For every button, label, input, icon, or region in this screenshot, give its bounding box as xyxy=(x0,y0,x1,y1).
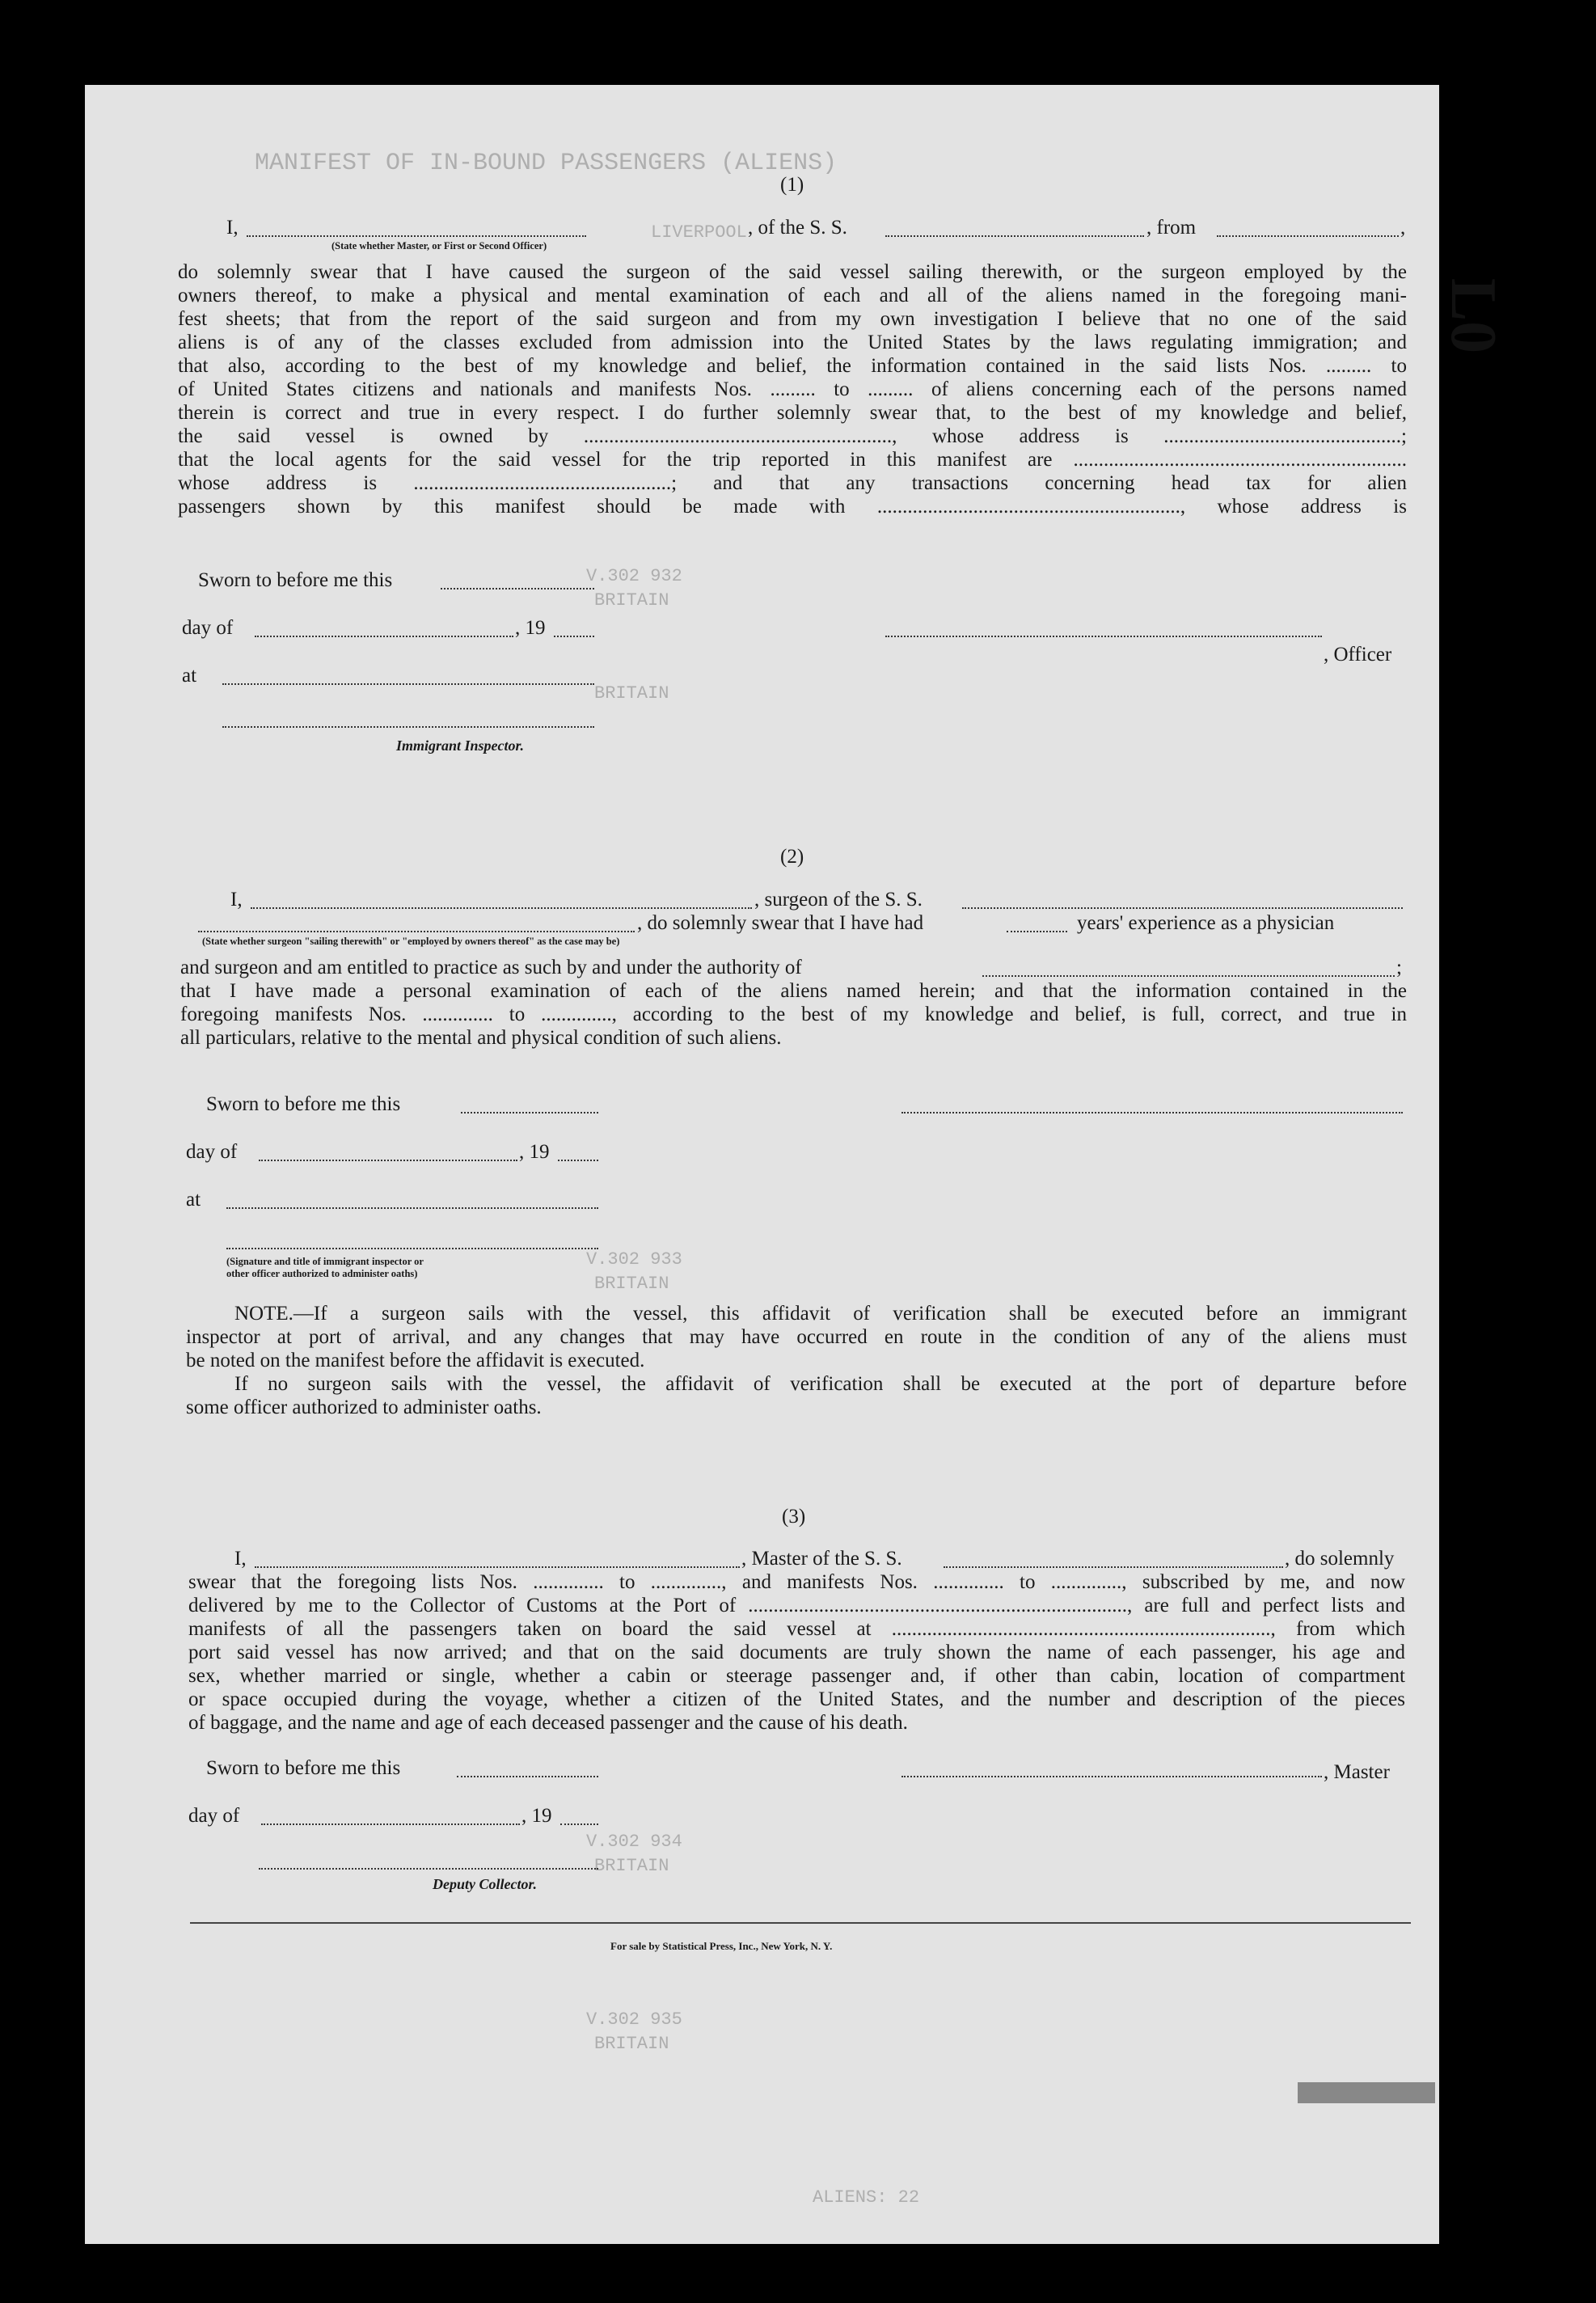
punch-hole xyxy=(1461,2098,1500,2137)
s3-para-line: swear that the foregoing lists Nos. .............. to .............., and manifests Nos. .............. to .............., subscribed by me, and now xyxy=(188,1571,1405,1593)
punch-hole xyxy=(1451,1690,1490,1729)
s3-master-label: , Master xyxy=(1324,1761,1390,1783)
s3-para-line: delivered by me to the Collector of Customs at the Port of ..........................................................................., are full and perfect lists and xyxy=(188,1595,1405,1616)
s2-day-field[interactable] xyxy=(259,1160,517,1161)
bleed-through-text: BRITAIN xyxy=(594,590,669,611)
s3-sworn-field[interactable] xyxy=(457,1776,598,1777)
s2-physician-sig-field[interactable] xyxy=(901,1112,1403,1113)
s2-note-line: some officer authorized to administer oaths. xyxy=(186,1397,542,1418)
s3-ship-field[interactable] xyxy=(944,1566,1283,1568)
s2-sworn-field[interactable] xyxy=(461,1112,598,1113)
s3-day-field[interactable] xyxy=(261,1823,520,1825)
s3-para-line: sex, whether married or single, whether a cabin or steerage passenger and, if other than cabin, location of compartment xyxy=(188,1665,1405,1687)
s1-officer-sig-field[interactable] xyxy=(885,636,1322,637)
bleed-through-text: BRITAIN xyxy=(594,1274,669,1294)
s3-year-label: , 19 xyxy=(521,1805,552,1827)
s2-ship-field[interactable] xyxy=(962,907,1403,909)
s1-inspector-label: Immigrant Inspector. xyxy=(396,737,525,754)
s1-officer-label: , Officer xyxy=(1324,644,1392,666)
bleed-through-text: BRITAIN xyxy=(594,2034,669,2054)
s1-para-line: that also, according to the best of my knowledge and belief, the information contained in the said lists Nos. ......... to xyxy=(178,355,1407,377)
footer-rule xyxy=(190,1922,1411,1924)
s1-line1-from: , from xyxy=(1146,217,1197,239)
s1-day-field[interactable] xyxy=(255,636,513,637)
bleed-through-text: LIVERPOOL xyxy=(651,222,747,243)
s1-para-line: passengers shown by this manifest should be made with ............................................................, whose address is xyxy=(178,496,1407,518)
s3-collector-sig-field[interactable] xyxy=(259,1868,598,1870)
s1-para-line: of United States citizens and nationals and manifests Nos. ......... to ......... of aliens concerning each of the persons named xyxy=(178,378,1407,400)
punch-hole xyxy=(1455,1947,1494,1986)
s1-from-field[interactable] xyxy=(1217,235,1399,237)
s1-para-line: the said vessel is owned by ............................................................., whose address is ...............................................; xyxy=(178,425,1407,447)
s2-para-end: ; xyxy=(1396,957,1402,978)
s2-status-caption: (State whether surgeon "sailing therewith" or "employed by owners thereof" as the case may be) xyxy=(202,936,620,947)
s2-para-line: foregoing manifests Nos. .............. to .............., according to the best of my knowledge and belief, is full, correct, and true in xyxy=(180,1004,1407,1025)
s2-para-line: that I have made a personal examination of each of the aliens named herein; and that the information contained in the xyxy=(180,980,1407,1002)
s1-day-label: day of xyxy=(182,617,234,639)
redaction-stamp xyxy=(1298,2082,1435,2103)
s1-para-line: that the local agents for the said vessel for the trip reported in this manifest are .................................................................. xyxy=(178,449,1407,471)
s1-para-line: aliens is of any of the classes excluded from admission into the United States by the laws regulating immigration; and xyxy=(178,332,1407,353)
s2-status-field[interactable] xyxy=(198,931,635,932)
s3-day-label: day of xyxy=(188,1805,240,1827)
s3-para-line: or space occupied during the voyage, whether a citizen of the United States, and the number and description of the pieces xyxy=(188,1688,1405,1710)
s2-note-line: inspector at port of arrival, and any changes that may have occurred en route in the condition of any of the aliens must xyxy=(186,1326,1407,1348)
s2-year-field[interactable] xyxy=(558,1160,598,1161)
s1-at-label: at xyxy=(182,665,197,687)
s2-line1-lead: I, xyxy=(230,889,243,911)
s3-name-field[interactable] xyxy=(255,1566,740,1568)
bleed-through-heading: MANIFEST OF IN-BOUND PASSENGERS (ALIENS) xyxy=(255,150,838,177)
s1-sworn-label: Sworn to before me this xyxy=(198,569,393,591)
s3-line1-lead: I, xyxy=(234,1548,247,1570)
section-3-number: (3) xyxy=(782,1506,806,1528)
s1-line1-lead: I, xyxy=(226,217,239,239)
s2-sig-caption: other officer authorized to administer oaths) xyxy=(226,1268,418,1279)
s1-at-field[interactable] xyxy=(222,683,594,685)
s2-authority-field[interactable] xyxy=(982,975,1395,977)
s1-para-line: whose address is ...................................................; and that any transactions concerning head tax for alien xyxy=(178,472,1407,494)
s2-line1-surgeon: , surgeon of the S. S. xyxy=(754,889,923,911)
s1-line1-end: , xyxy=(1400,217,1406,239)
footer-imprint: For sale by Statistical Press, Inc., New York, N. Y. xyxy=(610,1940,833,1952)
s1-line1-ofss: , of the S. S. xyxy=(748,217,847,239)
s1-officer-field[interactable] xyxy=(247,235,586,237)
bleed-through-text: V.302 932 xyxy=(586,566,682,586)
bleed-through-text: V.302 934 xyxy=(586,1832,682,1852)
s2-line2-swear: , do solemnly swear that I have had xyxy=(637,912,924,934)
s3-year-field[interactable] xyxy=(560,1823,598,1825)
s2-at-field[interactable] xyxy=(226,1207,598,1209)
s1-para-line: fest sheets; that from the report of the said surgeon and from my own investigation I believe that no one of the said xyxy=(178,308,1407,330)
bleed-through-text: V.302 935 xyxy=(586,2009,682,2030)
s2-note-line: If no surgeon sails with the vessel, the affidavit of verification shall be executed at the port of departure before xyxy=(234,1373,1407,1395)
bleed-through-text: BRITAIN xyxy=(594,683,669,704)
s2-at-label: at xyxy=(186,1189,201,1211)
s1-para-line: therein is correct and true in every respect. I do further solemnly swear that, to the best of my knowledge and belief, xyxy=(178,402,1407,424)
section-2-number: (2) xyxy=(780,846,804,868)
s2-para-line: all particulars, relative to the mental and physical condition of such aliens. xyxy=(180,1027,782,1049)
s1-year-label: , 19 xyxy=(515,617,546,639)
s1-sworn-field[interactable] xyxy=(441,588,594,589)
bleed-through-text: BRITAIN xyxy=(594,1856,669,1876)
s2-note-line: NOTE.—If a surgeon sails with the vessel, this affidavit of verification shall be executed before an immigrant xyxy=(234,1303,1407,1325)
punch-hole xyxy=(1453,633,1492,672)
section-1-number: (1) xyxy=(780,174,804,196)
s3-sworn-label: Sworn to before me this xyxy=(206,1757,401,1779)
s3-line1-master: , Master of the S. S. xyxy=(741,1548,902,1570)
s2-sworn-label: Sworn to before me this xyxy=(206,1093,401,1115)
punch-hole xyxy=(1450,1468,1488,1506)
s2-sig-caption: (Signature and title of immigrant inspector or xyxy=(226,1256,424,1267)
s1-year-field[interactable] xyxy=(554,636,594,637)
s3-line1-end: , do solemnly xyxy=(1285,1548,1395,1570)
s1-ship-name-field[interactable] xyxy=(885,235,1144,237)
punch-hole xyxy=(1439,125,1478,164)
s1-inspector-sig-field[interactable] xyxy=(222,726,594,728)
s2-day-label: day of xyxy=(186,1141,238,1163)
s1-officer-caption: (State whether Master, or First or Second Officer) xyxy=(331,240,547,251)
punch-hole xyxy=(1443,756,1482,795)
s3-para-line: port said vessel has now arrived; and that on the said documents are truly shown the name of each passenger, his age and xyxy=(188,1642,1405,1663)
s3-para-line: manifests of all the passengers taken on board the said vessel at ..........................................................................., from which xyxy=(188,1618,1405,1640)
s1-para-line: do solemnly swear that I have caused the surgeon of the said vessel sailing therewith, or the surgeon employed by the xyxy=(178,261,1407,283)
s1-para-line: owners thereof, to make a physical and mental examination of each and all of the aliens named in the foregoing mani- xyxy=(178,285,1407,306)
manifest-page xyxy=(85,85,1439,2244)
bleed-through-text: V.302 933 xyxy=(586,1249,682,1270)
s2-line2-years: years' experience as a physician xyxy=(1077,912,1335,934)
s2-para-line: and surgeon and am entitled to practice as such by and under the authority of xyxy=(180,957,802,978)
s3-collector-label: Deputy Collector. xyxy=(433,1876,537,1892)
s2-year-label: , 19 xyxy=(519,1141,550,1163)
page-number-mark: L0 xyxy=(1438,277,1509,354)
s3-para-line: of baggage, and the name and age of each deceased passenger and the cause of his death. xyxy=(188,1712,908,1734)
s2-note-line: be noted on the manifest before the affidavit is executed. xyxy=(186,1350,645,1371)
s2-name-field[interactable] xyxy=(251,907,752,909)
bleed-through-text: ALIENS: 22 xyxy=(813,2187,920,2208)
punch-hole xyxy=(1453,562,1492,601)
s2-inspector-sig-field[interactable] xyxy=(226,1248,598,1249)
s2-years-field[interactable] xyxy=(1007,931,1067,932)
s3-master-sig-field[interactable] xyxy=(901,1776,1322,1777)
